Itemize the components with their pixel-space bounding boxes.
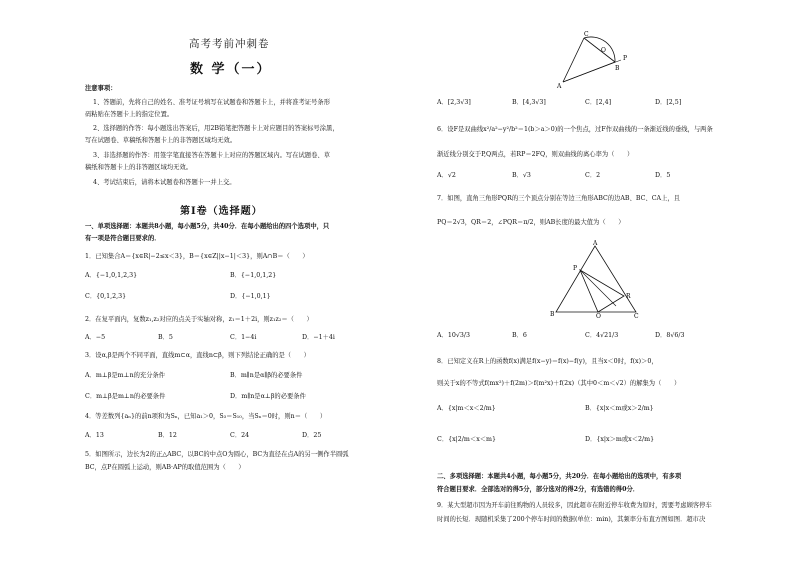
question-5-option-a: A．[2,3√3] bbox=[437, 99, 471, 106]
label-b: B bbox=[615, 65, 620, 72]
question-4-option-b: B．12 bbox=[158, 432, 177, 439]
question-2-option-a: A．−5 bbox=[85, 334, 106, 341]
label-p: P bbox=[623, 55, 628, 62]
question-4-option-c: C．24 bbox=[230, 432, 250, 439]
label-c: C bbox=[634, 313, 639, 318]
question-6-stem: 6．设F是双曲线x²/a²−y²/b²＝1(b＞a＞0)的一个焦点，过F作双曲线的一条渐近线的垂线，与两条 bbox=[437, 126, 713, 133]
label-c: C bbox=[584, 31, 589, 38]
question-3-option-a: A．m⊥β是m⊥n的充分条件 bbox=[85, 372, 166, 379]
question-9-stem: 时间的长短．现随机采集了200个停车时间的数据(单位：min)，其频率分布直方图如图．超市决 bbox=[437, 516, 706, 523]
question-5-stem: BC，点P在圆弧上运动，则AB·AP的取值范围为（ ） bbox=[85, 464, 245, 471]
question-2-stem: 2．在复平面内，复数z₁,z₂对应的点关于实轴对称，z₁＝1＋2i，则z₁z₂＝（ ） bbox=[85, 316, 313, 323]
part2-instructions: 二、多项选择题：本题共4小题，每小题5分，共20分．在每小题给出的选项中，有多项 bbox=[437, 473, 682, 480]
label-q: Q bbox=[596, 313, 601, 318]
question-8-option-c: C．{x|2/m＜x＜m} bbox=[437, 436, 497, 443]
question-3-option-b: B．m∥n是α∥β的必要条件 bbox=[230, 372, 303, 379]
question-1-option-b: B．{−1,0,1,2} bbox=[230, 272, 277, 279]
label-a: A bbox=[557, 83, 562, 90]
question-3-option-c: C．m⊥β是m⊥n的必要条件 bbox=[85, 393, 166, 400]
question-7-option-b: B．6 bbox=[512, 332, 527, 339]
question-6-stem: 渐近线分别交于P,Q两点，若RP＝2FQ，则双曲线的离心率为（ ） bbox=[437, 151, 634, 158]
question-1-option-c: C．{0,1,2,3} bbox=[85, 293, 127, 300]
question-4-option-a: A．13 bbox=[85, 432, 104, 439]
question-6-option-b: B．√3 bbox=[512, 172, 531, 179]
question-1-option-a: A．{−1,0,1,2,3} bbox=[85, 272, 138, 279]
label-a: A bbox=[593, 240, 598, 247]
label-p: P bbox=[573, 265, 578, 272]
figure-q7-triangle bbox=[550, 240, 640, 318]
section-title: 第Ⅰ卷（选择题） bbox=[180, 206, 263, 217]
segment-bc bbox=[584, 38, 615, 62]
part1-instructions: 一、单项选择题：本题共8小题，每小题5分，共40分．在每小题给出的四个选项中，只 bbox=[85, 223, 330, 230]
notice-line: 1、答题前，先将自己的姓名、准考证号填写在试题卷和答题卡上，并将准考证号条形 bbox=[93, 99, 330, 106]
label-o: O bbox=[601, 47, 606, 54]
question-3-stem: 3．设α,β是两个不同平面，直线m⊂α，直线n⊂β，则下列结论正确的是（ ） bbox=[85, 352, 310, 359]
exam-title: 高考考前冲刺卷 bbox=[189, 38, 270, 50]
question-3-option-d: D．m∥n是α⊥β的必要条件 bbox=[230, 393, 306, 400]
question-8-option-b: B．{x|x＜m或x＞2/m} bbox=[585, 405, 654, 412]
notice-line: 3、非选择题的作答：用签字笔直接答在答题卡上对应的答题区域内。写在试题卷、草 bbox=[93, 152, 330, 159]
notice-line: 稿纸和答题卡上的非答题区域均无效。 bbox=[85, 164, 193, 171]
question-7-option-c: C．4√21/3 bbox=[585, 332, 619, 339]
question-8-option-d: D．{x|x＞m或x＜2/m} bbox=[585, 436, 655, 443]
question-6-option-a: A．√2 bbox=[437, 172, 456, 179]
question-2-option-d: D．−1＋4i bbox=[302, 334, 335, 341]
figure-q5-semicircle bbox=[555, 30, 640, 92]
question-7-option-a: A．10√3/3 bbox=[437, 332, 471, 339]
subject-title: 数 学（一） bbox=[190, 62, 272, 77]
question-1-option-d: D．{−1,0,1} bbox=[230, 293, 271, 300]
question-7-stem: PQ＝2√3，QR＝2，∠PQR＝π/2，则AB长度的最大值为（ ） bbox=[437, 219, 625, 226]
question-4-option-d: D．25 bbox=[302, 432, 322, 439]
question-7-stem: 7．如图，直角三角形PQR的三个顶点分别在等边三角形ABC的边AB、BC、CA上，且 bbox=[437, 195, 680, 202]
question-5-stem: 5．如图所示，边长为2的正△ABC，以BC的中点O为圆心，BC为直径在点A的另一侧作半圆弧 bbox=[85, 451, 349, 458]
part1-instructions: 有一项是符合题目要求的． bbox=[85, 235, 161, 242]
notice-line: 4、考试结束后，请将本试题卷和答题卡一并上交。 bbox=[93, 179, 236, 186]
question-6-option-d: D．5 bbox=[655, 172, 671, 179]
label-b: B bbox=[550, 311, 555, 318]
question-6-option-c: C．2 bbox=[585, 172, 601, 179]
notice-line: 写在试题卷、草稿纸和答题卡上的非答题区域均无效。 bbox=[85, 137, 237, 144]
part2-instructions: 符合题目要求．全部选对的得5分，部分选对的得2分，有选错的得0分． bbox=[437, 486, 640, 493]
question-8-option-a: A．{x|m＜x＜2/m} bbox=[437, 405, 496, 412]
question-9-stem: 9．某大型超市因为开车前往购物的人员较多，因此超市在附近停车收费为原时，需要考虑顾客停车 bbox=[437, 502, 712, 509]
question-1-stem: 1．已知集合A＝{x∈R|−2≤x＜3}，B＝{x∈Z||x−1|＜3}，则A∩B＝（ ） bbox=[85, 253, 309, 260]
notice-heading: 注意事项： bbox=[85, 85, 117, 92]
question-4-stem: 4．等差数列{aₙ}的前n项和为Sₙ，已知a₁＞0，S₃＝S₁₀，当Sₙ＝0时，则n＝（ ） bbox=[85, 413, 327, 420]
notice-line: 2、选择题的作答：每小题选出答案后，用2B铅笔把答题卡上对应题目的答案标号涂黑， bbox=[93, 125, 339, 132]
question-8-stem: 则关于x的不等式f(mx²)＋f(2m)＞f(m²x)＋f(2x)（其中0＜m＜√2）的解集为（ ） bbox=[437, 380, 681, 387]
question-5-option-c: C．[2,4] bbox=[585, 99, 612, 106]
question-2-option-b: B．5 bbox=[158, 334, 173, 341]
question-5-option-d: D．[2,5] bbox=[655, 99, 682, 106]
question-2-option-c: C．1−4i bbox=[230, 334, 257, 341]
question-5-option-b: B．[4,3√3] bbox=[512, 99, 546, 106]
question-7-option-d: D．8√6/3 bbox=[655, 332, 685, 339]
label-r: R bbox=[626, 293, 631, 300]
question-8-stem: 8．已知定义在R上的函数f(x)满足f(x−y)＝f(x)−f(y)，且当x＜0时，f(x)＞0， bbox=[437, 358, 658, 365]
notice-line: 码粘贴在答题卡上的指定位置。 bbox=[85, 111, 174, 118]
